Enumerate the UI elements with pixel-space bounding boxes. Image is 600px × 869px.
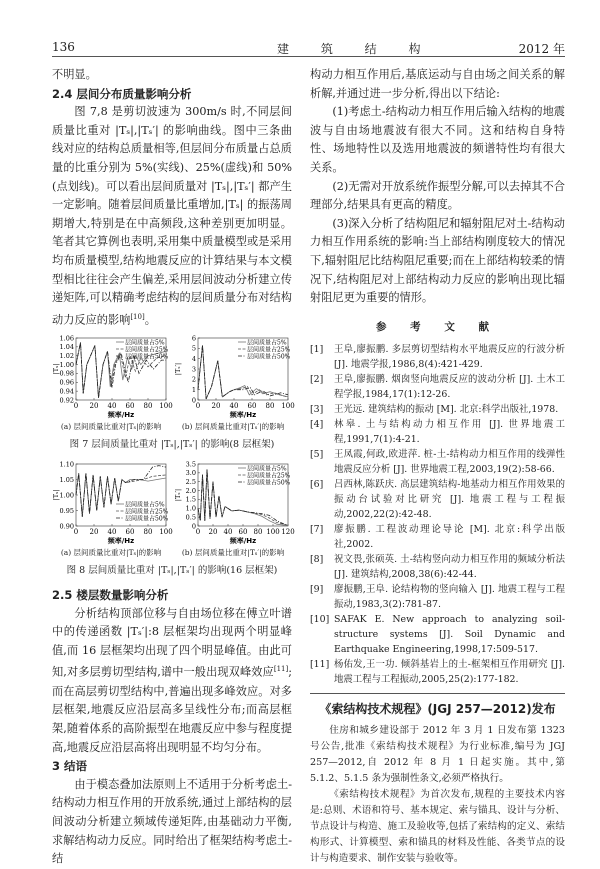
figure-7a [52, 334, 173, 432]
chart-fig7a [52, 334, 173, 422]
x-tick-label: 20 [89, 528, 99, 537]
y-axis-label: |Tₛ′| [174, 488, 182, 502]
legend-label: 层间质量占5% [247, 339, 287, 347]
legend-label: 层间质量占50% [125, 515, 169, 523]
subcaption: (a) 层间质量比重对|Tₛ|的影响 [60, 422, 162, 432]
legend-label: 层间质量占25% [247, 472, 291, 480]
reference-number: [3] [310, 404, 324, 416]
conclusion-2: (2)无需对开放系统作振型分解,可以去掉其不合理部分,结果具有更高的精度。 [310, 179, 565, 212]
subcaption: (a) 层间质量比重对|Tₛ|的影响 [60, 548, 162, 558]
x-tick-label: 20 [208, 528, 218, 537]
figure-7b [174, 334, 295, 432]
section-heading-2-5: 2.5 楼层数量影响分析 [52, 588, 169, 603]
reference-item [310, 522, 565, 552]
paragraph-text: 。 [144, 313, 156, 327]
y-axis-label: |Tₛ| [52, 489, 60, 501]
x-tick-label: 80 [265, 402, 275, 411]
announcement-paragraph: 《索结构技术规程》为首次发布,规程的主要技术内容是:总则、术语和符号、基本规定、索与锚具、设计与分析、节点设计与构造、施工及验收等,包括了索结构的定义、索结构形式、计算模型、索和锚具的材料及性能、各类节点的设计与构造要求、制作安装与验收等。 [310, 788, 565, 864]
paragraph-text: 分析结构顶部位移与自由场位移在傅立叶谱中的传递函数 |Tₛ′|:8 层框架均出现两个明显峰值,而 16 层框架均出现了四个明显峰值。由此可知,对多层剪切型结构,谱中一般出现双峰效应 [52, 606, 292, 680]
reference-number: [5] [310, 449, 324, 461]
y-tick-label: 5 [191, 344, 196, 353]
x-tick-label: 0 [195, 528, 201, 537]
y-tick-label: 3.5 [185, 460, 196, 469]
figure-8 [52, 460, 295, 558]
x-tick-label: 20 [89, 402, 99, 411]
x-tick-label: 100 [266, 528, 280, 537]
subcaption: (b) 层间质量比重对|Tₛ′|的影响 [181, 422, 285, 432]
citation: [11] [273, 665, 289, 674]
x-axis-label: 频率/Hz [107, 411, 135, 420]
legend-label: 层间质量占25% [247, 346, 291, 354]
chart-fig7b [174, 334, 295, 422]
figure-8a [52, 460, 173, 558]
y-axis-label: |Tₛ′| [174, 362, 182, 376]
figure-8b [174, 460, 295, 558]
x-tick-label: 80 [253, 528, 263, 537]
reference-list [310, 342, 565, 687]
reference-text: 祝文畏,张硕英. 土-结构竖向动力相互作用的频域分析法 [J]. 建筑结构,2008,38(6):42-44. [334, 554, 565, 581]
reference-text: 王凤霞,何政,欧进萍. 桩-土-结构动力相互作用的线弹性地震反应分析 [J]. 世界地震工程,2003,19(2):58-66. [334, 449, 565, 476]
x-tick-label: 80 [143, 528, 153, 537]
references-heading: 参 考 文 献 [376, 320, 499, 333]
paragraph-text: 图 7,8 是剪切波速为 300m/s 时,不同层间质量比重对 |Tₛ|,|Tₛ′| 的影响曲线。图中三条曲线对应的结构总质量相等,但层间分布质量占总质量的比重分别为 5%(实线)、25%(虚线)和 50%(点划线)。可以看出层间质量对 |Tₛ|,|Tₛ′| 都产生一定影响。随着层间质量比重增加,|Tₛ| 的振荡周期增大,特别是在中高频段,这种差别更加明显。笔者其它算例也表明,采用集中质量模型或是采用均布质量模型,结构地震反应的计算结果与本文模型相比往往会产生偏差,采用层间波动分析建立传递矩阵,可以精确考虑结构的层间质量分布对结构动力反应的影响 [52, 105, 292, 327]
x-tick-label: 20 [211, 402, 221, 411]
y-tick-label: 1.10 [59, 460, 74, 469]
left-column [52, 66, 295, 869]
x-axis-label: 频率/Hz [229, 537, 257, 546]
y-tick-label: 1.00 [59, 491, 74, 500]
y-tick-label: 3.0 [185, 469, 196, 478]
reference-text: 林皋. 土与结构动力相互作用 [J]. 世界地震工程,1991,7(1):4-21. [334, 419, 565, 446]
y-tick-label: 0.5 [185, 513, 196, 522]
y-tick-label: 0.92 [59, 396, 74, 405]
y-tick-label: 1.0 [185, 504, 196, 513]
reference-text: SAFAK E. New approach to analyzing soil-structure systems [J]. Soil Dynamic and Earthquake Engineering,1998,17:509-517. [334, 614, 565, 656]
reference-item [310, 402, 565, 417]
chart-fig8a [52, 460, 173, 548]
y-tick-label: 1.06 [59, 334, 74, 343]
reference-item [310, 342, 565, 372]
y-tick-label: 0.95 [59, 506, 74, 515]
x-axis-label: 频率/Hz [107, 537, 135, 546]
y-tick-label: 2.5 [185, 478, 196, 487]
reference-text: 王阜,廖振鹏. 多层剪切型结构水平地震反应的行波分析 [J]. 地震学报,1986,8(4):421-429. [334, 344, 565, 371]
legend-label: 层间质量占5% [247, 465, 287, 473]
y-tick-label: 0 [191, 522, 196, 531]
reference-number: [6] [310, 479, 324, 491]
figure-7-caption: 图 7 层间质量比重对 |Tₛ|,|Tₛ′| 的影响(8 层框架) [69, 439, 275, 451]
chart-fig8b [174, 460, 295, 548]
paragraph-text: ;而在高层剪切型结构中,普遍出现多峰效应。对多层框架,地震反应沿层高多呈线性分布;而高层框架,随着体系的高阶振型在地震反应中参与程度提高,地震反应沿层高将出现明显不均匀分布。 [52, 666, 292, 754]
journal-title: 建 筑 结 构 [277, 42, 435, 56]
conclusion-3: (3)深入分析了结构阻尼和辐射阻尼对土-结构动力相互作用系统的影响:当上部结构刚度较大的情况下,辐射阻尼比结构阻尼重要;而在上部结构较柔的情况下,结构阻尼对上部结构动力反应的影响出现比辐射阻尼更为重要的情形。 [310, 216, 565, 305]
y-tick-label: 0.94 [59, 387, 74, 396]
y-axis-label: |Tₛ| [52, 363, 60, 375]
subcaption: (b) 层间质量比重对|Tₛ′|的影响 [181, 548, 285, 558]
x-tick-label: 120 [281, 528, 295, 537]
y-tick-label: 0.98 [59, 369, 74, 378]
y-tick-label: 0.90 [59, 522, 74, 531]
journal-year: 2012 年 [518, 42, 565, 56]
legend-label: 层间质量占5% [125, 339, 165, 347]
x-tick-label: 0 [73, 402, 79, 411]
reference-number: [4] [310, 419, 324, 431]
x-axis-label: 频率/Hz [229, 411, 257, 420]
section-heading-3: 3 结语 [52, 759, 88, 774]
x-tick-label: 0 [73, 528, 79, 537]
legend-label: 层间质量占50% [247, 353, 291, 361]
y-tick-label: 4 [191, 355, 196, 364]
section-heading-2-4: 2.4 层间分布质量影响分析 [52, 86, 192, 101]
y-tick-label: 1 [191, 386, 196, 395]
reference-number: [2] [310, 374, 324, 386]
y-tick-label: 0.96 [59, 378, 74, 387]
paragraph [52, 103, 292, 330]
reference-text: 王光远. 建筑结构的振动 [M]. 北京:科学出版社,1978. [334, 404, 559, 416]
reference-text: 廖振鹏. 工程波动理论导论 [M]. 北京:科学出版社,2002. [334, 524, 565, 551]
figure-8-caption: 图 8 层间质量比重对 |Tₛ|,|Tₛ′| 的影响(16 层框架) [66, 565, 278, 577]
reference-item [310, 657, 565, 687]
legend-label: 层间质量占25% [125, 346, 169, 354]
announcement-title: 《索结构技术规程》(JGJ 257—2012)发布 [319, 702, 556, 717]
reference-text: 廖振鹏,王阜. 论结构物的竖向输入 [J]. 地震工程与工程振动,1983,3(2):781-87. [334, 584, 565, 611]
page-header [52, 40, 565, 57]
legend-label: 层间质量占50% [247, 479, 291, 487]
paragraph: 由于模态叠加法原则上不适用于分析考虑土-结构动力相互作用的开放系统,通过上部结构的层间波动分析建立频域传递矩阵,由基础动力平衡,求解结构动力反应。同时给出了框架结构考虑土-结 [52, 777, 292, 866]
announcement-paragraph: 住房和城乡建设部于 2012 年 3 月 1 日发布第 1323 号公告,批准《索结构技术规程》为行业标准,编号为 JGJ 257—2012,自 2012 年 8 月 1 日起实施。其中,第 5.1.2、5.1.5 条为强制性条文,必须严格执行。 [310, 724, 565, 784]
paragraph [52, 605, 292, 757]
x-tick-label: 40 [107, 402, 117, 411]
figure-7 [52, 334, 295, 432]
y-tick-label: 1.04 [59, 343, 74, 352]
y-tick-label: 3 [191, 365, 196, 374]
x-tick-label: 40 [223, 528, 233, 537]
x-tick-label: 40 [229, 402, 239, 411]
y-tick-label: 1.5 [185, 495, 196, 504]
divider [310, 693, 565, 694]
page-number: 136 [52, 40, 75, 54]
y-tick-label: 1.05 [59, 475, 74, 484]
reference-item [310, 447, 565, 477]
conclusion-1: (1)考虑土-结构动力相互作用后输入结构的地震波与自由场地震波有很大不同。这和结构自身特性、场地特性以及选用地震波的频谱特性均有很大关系。 [310, 105, 565, 174]
x-tick-label: 60 [125, 528, 135, 537]
reference-item [310, 477, 565, 522]
reference-text: 杨佑发,王一功. 倾斜基岩上的土-框架相互作用研究 [J]. 地震工程与工程振动,2005,25(2):177-182. [334, 659, 565, 686]
y-tick-label: 1.00 [59, 360, 74, 369]
reference-number: [7] [310, 524, 324, 536]
reference-number: [1] [310, 344, 324, 356]
legend-label: 层间质量占25% [125, 508, 169, 516]
legend-label: 层间质量占50% [125, 353, 169, 361]
reference-item [310, 582, 565, 612]
right-column [310, 66, 565, 867]
reference-number: [10] [310, 614, 330, 626]
reference-text: 王阜,廖振鹏. 烟囱竖向地震反应的波动分析 [J]. 土木工程学报,1984,17(1):12-26. [334, 374, 565, 401]
x-tick-label: 80 [143, 402, 153, 411]
citation: [10] [130, 312, 145, 321]
reference-item [310, 612, 565, 657]
x-tick-label: 100 [281, 402, 295, 411]
reference-text: 吕西林,陈跃庆. 高层建筑结构-地基动力相互作用效果的振动台试验对比研究 [J]. 地震工程与工程振动,2002,22(2):42-48. [334, 479, 565, 521]
y-tick-label: 2.0 [185, 486, 196, 495]
x-tick-label: 40 [107, 528, 117, 537]
y-tick-label: 2 [191, 375, 196, 384]
reference-item [310, 552, 565, 582]
x-tick-label: 60 [238, 528, 248, 537]
paragraph: 不明显。 [52, 68, 97, 81]
y-tick-label: 6 [191, 334, 196, 343]
x-tick-label: 0 [195, 402, 201, 411]
reference-item [310, 417, 565, 447]
reference-number: [11] [310, 659, 330, 671]
x-tick-label: 60 [247, 402, 257, 411]
reference-item [310, 372, 565, 402]
y-tick-label: 0 [191, 396, 196, 405]
x-tick-label: 100 [159, 528, 173, 537]
x-tick-label: 60 [125, 402, 135, 411]
paragraph: 构动力相互作用后,基底运动与自由场之间关系的解析解,并通过进一步分析,得出以下结论: [310, 68, 565, 100]
reference-number: [8] [310, 554, 324, 566]
y-tick-label: 1.02 [59, 352, 74, 361]
reference-number: [9] [310, 584, 324, 596]
legend-label: 层间质量占5% [125, 501, 165, 509]
x-tick-label: 100 [159, 402, 173, 411]
